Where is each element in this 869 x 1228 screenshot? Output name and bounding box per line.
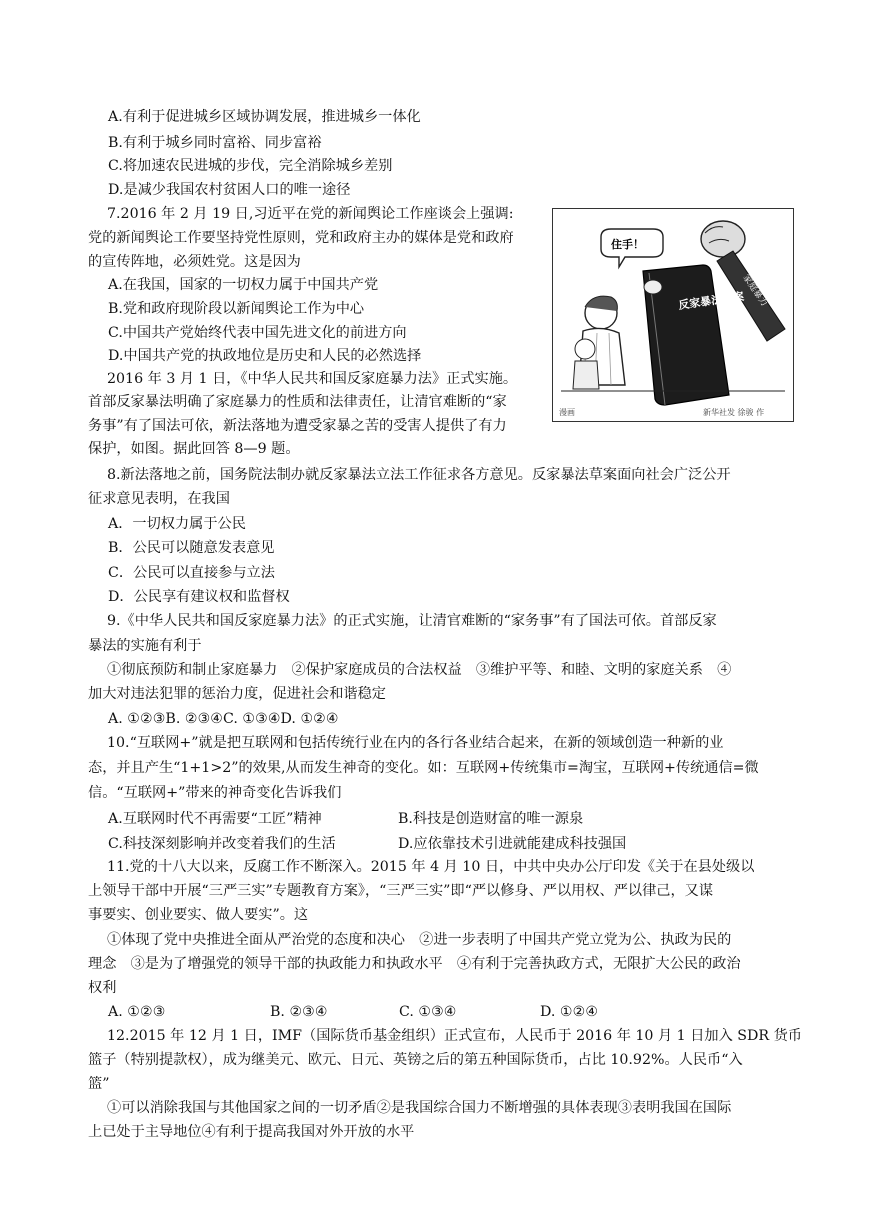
cartoon-illustration xyxy=(553,209,793,421)
q6-option-a: A.有利于促进城乡区域协调发展，推进城乡一体化 xyxy=(108,109,421,125)
q10-stem-line-2: 态，并且产生“1+1>2”的效果,从而发生神奇的变化。如：互联网+传统集市=淘宝，互联网+传统通信=微 xyxy=(88,760,759,776)
material-line-1: 2016 年 3 月 1 日，《中华人民共和国反家庭暴力法》正式实施。 xyxy=(107,371,518,387)
q8-option-a: A．一切权力属于公民 xyxy=(108,516,246,532)
book-title: 反家暴法草案 xyxy=(677,289,745,312)
q8-stem-line-2: 征求意见表明，在我国 xyxy=(88,491,230,507)
q12-stem-line-2: 篮子（特别提款权），成为继美元、欧元、日元、英镑之后的第五种国际货币，占比 10.92%。人民币“入 xyxy=(88,1052,743,1068)
material-line-4: 保护，如图。据此回答 8—9 题。 xyxy=(88,441,300,457)
q9-statements-line-1: ①彻底预防和制止家庭暴力 ②保护家庭成员的合法权益 ③维护平等、和睦、文明的家庭关系 ④ xyxy=(107,662,732,678)
q7-option-c: C.中国共产党始终代表中国先进文化的前进方向 xyxy=(108,325,407,341)
q9-stem-line-2: 暴法的实施有利于 xyxy=(88,638,202,654)
q11-stem-line-3: 事要实、创业要实、做人要实”。这 xyxy=(88,907,309,923)
q8-option-c: C．公民可以直接参与立法 xyxy=(108,565,275,581)
q11-statements-line-1: ①体现了党中央推进全面从严治党的态度和决心 ②进一步表明了中国共产党立党为公、执政为民的 xyxy=(107,932,732,948)
q10-option-d: D.应依靠技术引进就能建成科技强国 xyxy=(398,836,627,852)
q6-option-b: B.有利于城乡同时富裕、同步富裕 xyxy=(108,135,322,151)
q11-option-c: C. ①③④ xyxy=(399,1004,457,1020)
q9-statements-line-2: 加大对违法犯罪的惩治力度，促进社会和谐稳定 xyxy=(88,686,386,702)
q8-option-b: B．公民可以随意发表意见 xyxy=(108,540,275,556)
q11-statements-line-3: 权利 xyxy=(88,980,117,996)
q7-stem-line-1: 7.2016 年 2 月 19 日,习近平在党的新闻舆论工作座谈会上强调: xyxy=(107,206,514,222)
q12-stem-line-3: 篮” xyxy=(88,1076,110,1092)
q10-stem-line-1: 10.“互联网+”就是把互联网和包括传统行业在内的各行各业结合起来，在新的领域创造一种新的业 xyxy=(107,735,724,751)
q8-option-d: D．公民享有建议权和监督权 xyxy=(108,589,290,605)
q11-option-b: B. ②③④ xyxy=(270,1004,328,1020)
q11-option-a: A. ①②③ xyxy=(108,1004,166,1020)
q7-option-b: B.党和政府现阶段以新闻舆论工作为中心 xyxy=(108,301,365,317)
q6-option-c: C.将加速农民进城的步伐，完全消除城乡差别 xyxy=(108,158,393,174)
q11-stem-line-1: 11.党的十八大以来，反腐工作不断深入。2015 年 4 月 10 日，中共中央办公厅印发《关于在县处级以 xyxy=(107,859,755,875)
q7-option-d: D.中国共产党的执政地位是历史和人民的必然选择 xyxy=(108,348,422,364)
q7-stem-line-2: 党的新闻舆论工作要坚持党性原则，党和政府主办的媒体是党和政府 xyxy=(88,230,514,246)
q10-stem-line-3: 信。“互联网+”带来的神奇变化告诉我们 xyxy=(88,785,342,801)
q10-option-b: B.科技是创造财富的唯一源泉 xyxy=(398,811,584,827)
q10-option-a: A.互联网时代不再需要“工匠”精神 xyxy=(108,811,322,827)
q12-statements-line-1: ①可以消除我国与其他国家之间的一切矛盾②是我国综合国力不断增强的具体表现③表明我国在国际 xyxy=(107,1100,732,1116)
q10-option-c: C.科技深刻影响并改变着我们的生活 xyxy=(108,836,336,852)
speech-text: 住手！ xyxy=(611,238,644,251)
q7-option-a: A.在我国，国家的一切权力属于中国共产党 xyxy=(108,277,379,293)
caption-right: 新华社发 徐骏 作 xyxy=(703,408,765,417)
q11-option-d: D. ①②④ xyxy=(540,1004,599,1020)
q11-stem-line-2: 上领导干部中开展“三严三实”专题教育方案》，“三严三实”即“严以修身、严以用权、严以律己，又谋 xyxy=(88,883,714,899)
q12-statements-line-2: 上已处于主导地位④有利于提高我国对外开放的水平 xyxy=(88,1124,415,1140)
cartoon-figure xyxy=(552,208,794,422)
q9-stem-line-1: 9.《中华人民共和国反家庭暴力法》的正式实施，让清官难断的“家务事”有了国法可依。首部反家 xyxy=(107,613,717,629)
material-line-2: 首部反家暴法明确了家庭暴力的性质和法律责任，让清官难断的“家 xyxy=(88,394,507,410)
material-line-3: 务事”有了国法可依，新法落地为遭受家暴之苦的受害人提供了有力 xyxy=(88,418,507,434)
q6-option-d: D.是减少我国农村贫困人口的唯一途径 xyxy=(108,182,351,198)
q12-stem-line-1: 12.2015 年 12 月 1 日，IMF（国际货币基金组织）正式宣布，人民币于 2016 年 10 月 1 日加入 SDR 货币 xyxy=(107,1028,802,1044)
arm-label: 家庭暴力 xyxy=(740,273,769,309)
q8-stem-line-1: 8.新法落地之前，国务院法制办就反家暴法立法工作征求各方意见。反家暴法草案面向社会广泛公开 xyxy=(107,467,731,483)
caption-left: 漫画 xyxy=(559,408,575,417)
q9-options: A. ①②③B. ②③④C. ①③④D. ①②④ xyxy=(108,711,339,727)
q7-stem-line-3: 的宣传阵地，必须姓党。这是因为 xyxy=(88,254,301,270)
q11-statements-line-2: 理念 ③是为了增强党的领导干部的执政能力和执政水平 ④有利于完善执政方式，无限扩大公民的政治 xyxy=(88,956,741,972)
